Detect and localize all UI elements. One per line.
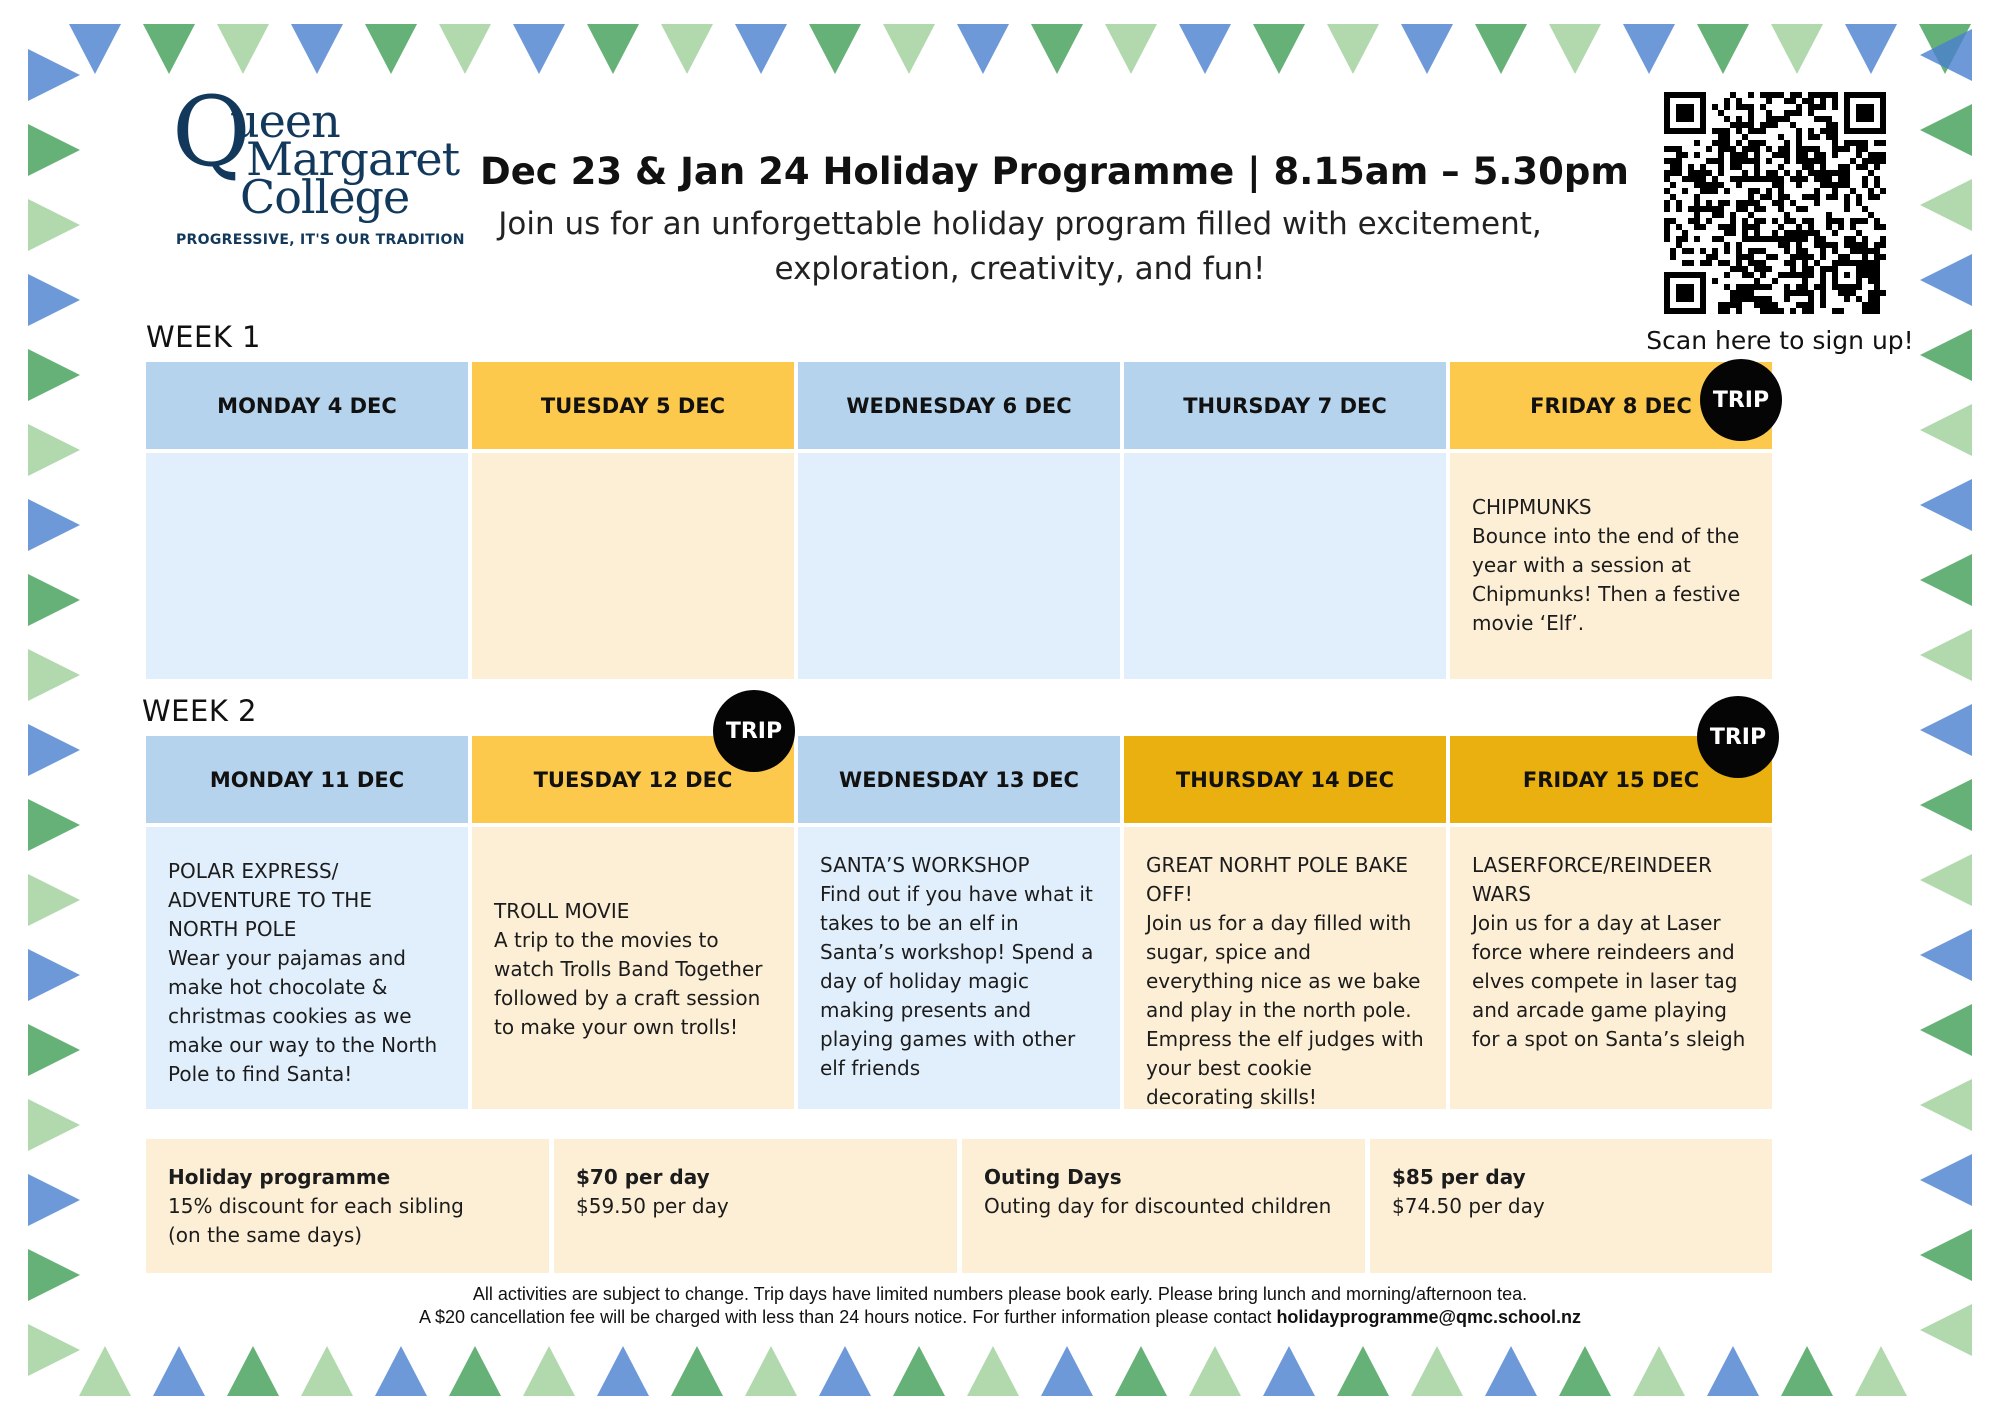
- bunting-flag: [375, 1346, 427, 1396]
- bunting-flag: [28, 1174, 80, 1226]
- week-1-day-4-activity: [1124, 453, 1446, 679]
- bunting-flag: [1920, 254, 1972, 306]
- trip-badge-week-1-friday: TRIP: [1700, 359, 1782, 441]
- bunting-flag: [1337, 1346, 1389, 1396]
- bunting-flag: [28, 1099, 80, 1151]
- bunting-flag: [1559, 1346, 1611, 1396]
- bunting-flag: [745, 1346, 797, 1396]
- week-1-day-5-heading: FRIDAY 8 DEC: [1450, 362, 1772, 449]
- bunting-flag: [1253, 24, 1305, 74]
- week-2-label: WEEK 2: [142, 694, 258, 728]
- activity-title: CHIPMUNKS: [1472, 495, 1592, 519]
- bunting-flag: [28, 1024, 80, 1076]
- bunting-flag: [28, 724, 80, 776]
- week-1-day-4-heading: THURSDAY 7 DEC: [1124, 362, 1446, 449]
- week-1-day-5-activity: [1450, 453, 1772, 679]
- bunting-flag: [1179, 24, 1231, 74]
- bunting-flag: [217, 24, 269, 74]
- bunting-flag: [1920, 104, 1972, 156]
- week-1-label: WEEK 1: [146, 320, 262, 354]
- bunting-flag: [1781, 1346, 1833, 1396]
- trip-badge-week-2-friday: TRIP: [1697, 696, 1779, 778]
- bunting-flag: [1115, 1346, 1167, 1396]
- bunting-flag: [1920, 854, 1972, 906]
- activity-description: Wear your pajamas and make hot chocolate & christmas cookies as we make our way to the North Pole to find Santa!: [168, 946, 438, 1086]
- week-1-day-1-heading: MONDAY 4 DEC: [146, 362, 468, 449]
- trip-badge-week-2-tuesday: TRIP: [713, 690, 795, 772]
- bunting-flag: [28, 649, 80, 701]
- bunting-flag: [28, 574, 80, 626]
- bunting-flag: [893, 1346, 945, 1396]
- subtitle-line-2: exploration, creativity, and fun!: [774, 251, 1266, 287]
- week-2-day-4-activity: [1124, 827, 1446, 1109]
- bunting-flag: [227, 1346, 279, 1396]
- bunting-flag: [1920, 929, 1972, 981]
- logo-q-glyph: Q: [172, 76, 250, 188]
- footer-note-2: [300, 1307, 1700, 1328]
- bunting-flag: [513, 24, 565, 74]
- logo-word-margaret: Margaret: [246, 132, 460, 186]
- bunting-flag: [28, 199, 80, 251]
- bunting-flag: [1263, 1346, 1315, 1396]
- activity-description: A trip to the movies to watch Trolls Band Together followed by a craft session to make your own trolls!: [494, 928, 763, 1039]
- bunting-flag: [449, 1346, 501, 1396]
- pricing-line: $74.50 per day: [1392, 1194, 1545, 1218]
- bunting-flag: [69, 24, 121, 74]
- bunting-flag: [1920, 329, 1972, 381]
- bunting-flag: [1697, 24, 1749, 74]
- week-2-day-2-activity: [472, 827, 794, 1109]
- bunting-flag: [1920, 704, 1972, 756]
- bunting-flag: [1041, 1346, 1093, 1396]
- week-1-day-2-activity: [472, 453, 794, 679]
- week-1-day-2-heading: TUESDAY 5 DEC: [472, 362, 794, 449]
- activity-title: SANTA’S WORKSHOP: [820, 853, 1030, 877]
- bunting-flag: [1189, 1346, 1241, 1396]
- pricing-title: Holiday programme: [168, 1165, 391, 1189]
- week-1-day-1-activity: [146, 453, 468, 679]
- bunting-flag: [597, 1346, 649, 1396]
- bunting-flag: [671, 1346, 723, 1396]
- bunting-flag: [153, 1346, 205, 1396]
- pricing-outing-rate: [1370, 1139, 1772, 1273]
- bunting-flag: [523, 1346, 575, 1396]
- bunting-flag: [1920, 479, 1972, 531]
- bunting-flag: [1105, 24, 1157, 74]
- bunting-flag: [1920, 1229, 1972, 1281]
- week-2-day-5-activity: [1450, 827, 1772, 1109]
- signup-caption: Scan here to sign up!: [1646, 326, 1914, 355]
- page-title: Dec 23 & Jan 24 Holiday Programme | 8.15am – 5.30pm: [480, 150, 1629, 193]
- bunting-flag: [1855, 1346, 1907, 1396]
- footer-note-1: All activities are subject to change. Trip days have limited numbers please book early. Please bring lunch and morning/afternoon tea.: [472, 1284, 1528, 1304]
- pricing-line: Outing day for discounted children: [984, 1194, 1332, 1218]
- bunting-flag: [28, 499, 80, 551]
- week-2-day-3-heading: WEDNESDAY 13 DEC: [798, 736, 1120, 823]
- activity-title: TROLL MOVIE: [494, 899, 630, 923]
- bunting-flag: [587, 24, 639, 74]
- logo-word-college: College: [240, 170, 410, 224]
- qr-code-icon[interactable]: [1664, 92, 1886, 314]
- bunting-flag: [1707, 1346, 1759, 1396]
- bunting-flag: [28, 874, 80, 926]
- bunting-flag: [1920, 1304, 1972, 1356]
- bunting-flag: [1549, 24, 1601, 74]
- week-2-day-4-heading: THURSDAY 14 DEC: [1124, 736, 1446, 823]
- activity-title: LASERFORCE/REINDEER WARS: [1472, 853, 1712, 906]
- page-subtitle: [480, 202, 1560, 292]
- bunting-flag: [301, 1346, 353, 1396]
- bunting-flag: [967, 1346, 1019, 1396]
- activity-description: Bounce into the end of the year with a session at Chipmunks! Then a festive movie ‘Elf’.: [1472, 524, 1741, 635]
- bunting-flag: [1623, 24, 1675, 74]
- bunting-flag: [365, 24, 417, 74]
- bunting-flag: [1920, 1154, 1972, 1206]
- bunting-flag: [143, 24, 195, 74]
- bunting-flag: [1401, 24, 1453, 74]
- week-2-day-1-activity: [146, 827, 468, 1109]
- bunting-flag: [28, 124, 80, 176]
- bunting-flag: [1920, 629, 1972, 681]
- bunting-flag: [883, 24, 935, 74]
- bunting-flag: [28, 1324, 80, 1376]
- logo-word-queen: ueen: [230, 94, 340, 148]
- bunting-flag: [1475, 24, 1527, 74]
- bunting-flag: [819, 1346, 871, 1396]
- pricing-title: Outing Days: [984, 1165, 1122, 1189]
- bunting-flag: [1920, 179, 1972, 231]
- activity-title: GREAT NORHT POLE BAKE OFF!: [1146, 853, 1409, 906]
- bunting-flag: [1920, 29, 1972, 81]
- bunting-flag: [28, 1249, 80, 1301]
- pricing-line: 15% discount for each sibling: [168, 1194, 464, 1218]
- pricing-line: (on the same days): [168, 1223, 363, 1247]
- bunting-flag: [28, 949, 80, 1001]
- bunting-flag: [1771, 24, 1823, 74]
- bunting-flag: [1485, 1346, 1537, 1396]
- bunting-flag: [28, 349, 80, 401]
- activity-description: Join us for a day filled with sugar, spice and everything nice as we bake and play in the north pole. Empress the elf judges with your best cookie decorating skills!: [1146, 911, 1424, 1109]
- subtitle-line-1: Join us for an unforgettable holiday program filled with excitement,: [498, 206, 1542, 242]
- week-2-day-3-activity: [798, 827, 1120, 1109]
- bunting-flag: [79, 1346, 131, 1396]
- week-1-day-3-heading: WEDNESDAY 6 DEC: [798, 362, 1120, 449]
- week-2-day-1-heading: MONDAY 11 DEC: [146, 736, 468, 823]
- week-2-day-2-heading: TUESDAY 12 DEC: [472, 736, 794, 823]
- activity-description: Find out if you have what it takes to be an elf in Santa’s workshop! Spend a day of holiday magic making presents and playing games with other elf friends: [820, 882, 1094, 1080]
- bunting-flag: [1920, 554, 1972, 606]
- pricing-line: $59.50 per day: [576, 1194, 729, 1218]
- pricing-standard-rate: [554, 1139, 957, 1273]
- bunting-flag: [661, 24, 713, 74]
- bunting-flag: [439, 24, 491, 74]
- activity-title: POLAR EXPRESS/ ADVENTURE TO THE NORTH POLE: [168, 859, 372, 941]
- college-logo: [172, 76, 465, 252]
- contact-email-link[interactable]: holidayprogramme@qmc.school.nz: [1276, 1307, 1582, 1327]
- bunting-flag: [1920, 1079, 1972, 1131]
- bunting-flag: [1411, 1346, 1463, 1396]
- bunting-flag: [1920, 1004, 1972, 1056]
- logo-tagline: PROGRESSIVE, IT'S OUR TRADITION: [176, 232, 465, 248]
- bunting-flag: [1919, 24, 1971, 74]
- bunting-flag: [28, 799, 80, 851]
- week-1-day-3-activity: [798, 453, 1120, 679]
- bunting-flag: [1845, 24, 1897, 74]
- bunting-flag: [28, 424, 80, 476]
- bunting-flag: [809, 24, 861, 74]
- activity-description: Join us for a day at Laser force where reindeers and elves compete in laser tag and arcade game playing for a spot on Santa’s sleigh: [1472, 911, 1746, 1051]
- pricing-title: $70 per day: [576, 1165, 710, 1189]
- bunting-flag: [957, 24, 1009, 74]
- bunting-flag: [1920, 404, 1972, 456]
- bunting-flag: [735, 24, 787, 74]
- footer-cancellation-text: A $20 cancellation fee will be charged with less than 24 hours notice. For further information please contact: [418, 1307, 1277, 1327]
- bunting-flag: [291, 24, 343, 74]
- week-2-day-5-heading: FRIDAY 15 DEC: [1450, 736, 1772, 823]
- bunting-flag: [1031, 24, 1083, 74]
- bunting-flag: [1633, 1346, 1685, 1396]
- pricing-title: $85 per day: [1392, 1165, 1526, 1189]
- bunting-flag: [1920, 779, 1972, 831]
- bunting-flag: [28, 49, 80, 101]
- bunting-flag: [1327, 24, 1379, 74]
- pricing-holiday-programme: [146, 1139, 549, 1273]
- bunting-flag: [28, 274, 80, 326]
- pricing-outing-days: [962, 1139, 1365, 1273]
